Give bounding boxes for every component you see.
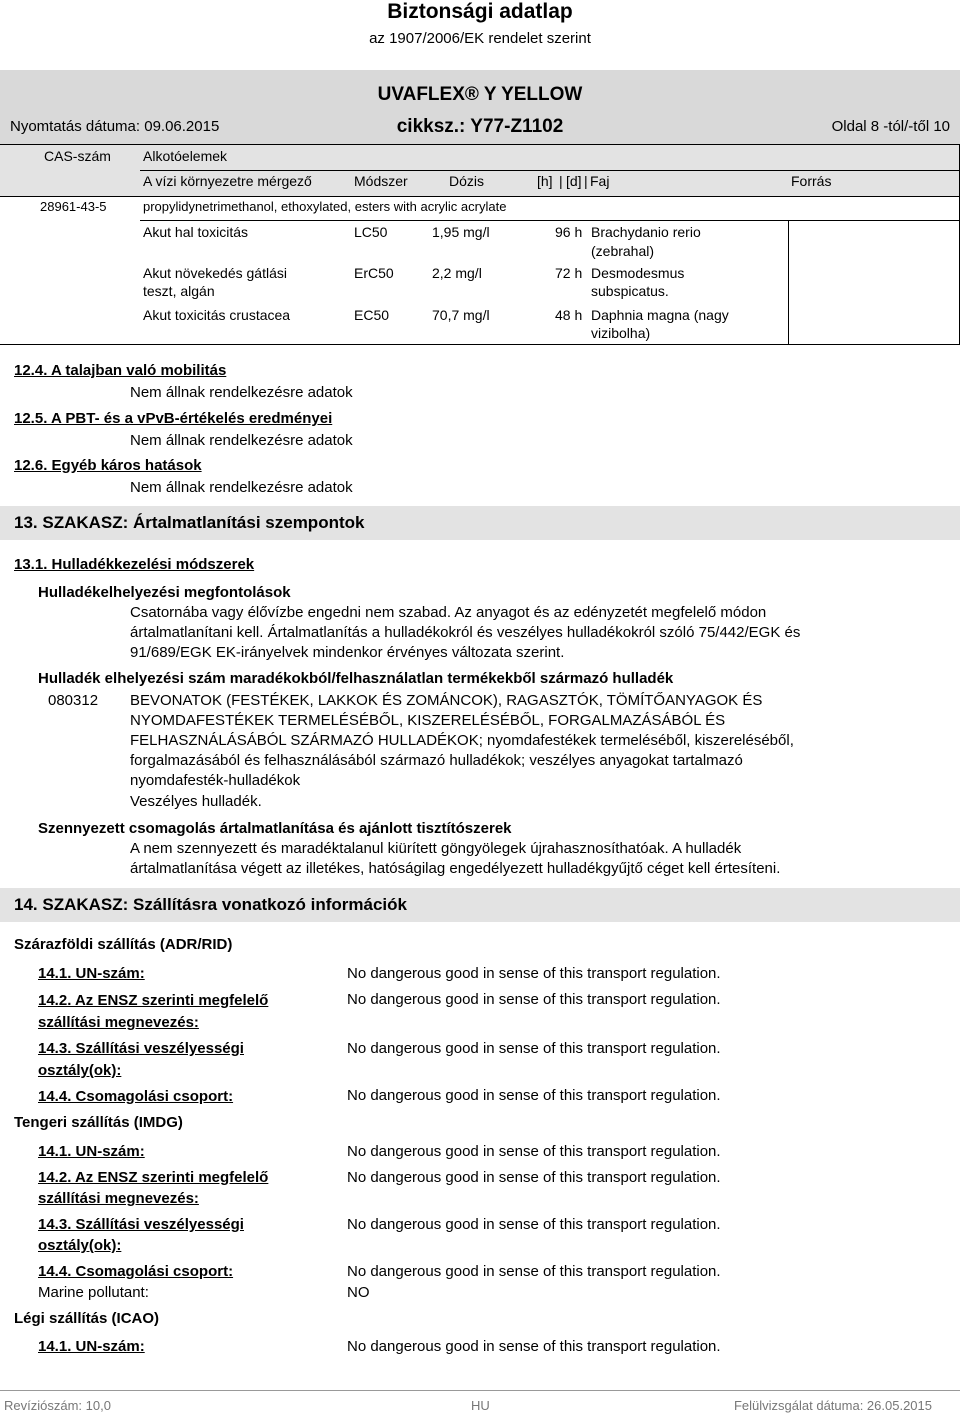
waste-desc-line: Veszélyes hulladék. bbox=[130, 793, 262, 810]
imdg-un-label: 14.1. UN-szám: bbox=[38, 1143, 145, 1160]
species: Daphnia magna (nagy bbox=[591, 307, 729, 323]
header-method: Módszer bbox=[354, 173, 408, 189]
duration: 48 h bbox=[555, 307, 583, 323]
disposal-line: Csatornába vagy élővízbe engedni nem szabad. Az anyagot és az edényzetét megfelelő módon bbox=[130, 604, 767, 621]
test-name-cont: teszt, algán bbox=[143, 283, 215, 299]
text-12-5: Nem állnak rendelkezésre adatok bbox=[130, 432, 353, 449]
header-aquatic: A vízi környezetre mérgező bbox=[143, 173, 312, 189]
packaging-heading: Szennyezett csomagolás ártalmatlanítása és ajánlott tisztítószerek bbox=[38, 820, 512, 837]
dose: 2,2 mg/l bbox=[432, 265, 482, 281]
adr-name-label-cont: szállítási megnevezés: bbox=[38, 1014, 199, 1031]
waste-desc-line: forgalmazásából és felhasználásából származó hulladékok; veszélyes anyagokat tartalmazó bbox=[130, 752, 743, 769]
section-14-title: 14. SZAKASZ: Szállításra vonatkozó információk bbox=[14, 895, 407, 914]
waste-code: 080312 bbox=[48, 692, 99, 709]
icao-un-label: 14.1. UN-szám: bbox=[38, 1338, 145, 1355]
dose: 1,95 mg/l bbox=[432, 224, 490, 240]
section-13-title: 13. SZAKASZ: Ártalmatlanítási szempontok bbox=[14, 513, 365, 532]
item-number: cikksz.: Y77-Z1102 bbox=[396, 116, 564, 137]
adr-name-value: No dangerous good in sense of this transport regulation. bbox=[347, 991, 721, 1008]
dose: 70,7 mg/l bbox=[432, 307, 490, 323]
species-cont: subspicatus. bbox=[591, 283, 669, 299]
text-12-4: Nem állnak rendelkezésre adatok bbox=[130, 384, 353, 401]
species: Desmodesmus bbox=[591, 265, 685, 281]
waste-desc-line: BEVONATOK (FESTÉKEK, LAKKOK ÉS ZOMÁNCOK), RAGASZTÓK, TÖMÍTŐANYAGOK ÉS bbox=[130, 692, 763, 709]
adr-pack-value: No dangerous good in sense of this transport regulation. bbox=[347, 1087, 721, 1104]
header-cas: CAS-szám bbox=[44, 148, 111, 164]
header-hours: [h] bbox=[537, 173, 553, 189]
imdg-name-value: No dangerous good in sense of this transport regulation. bbox=[347, 1169, 721, 1186]
page-number: Oldal 8 -tól/-től 10 bbox=[831, 118, 950, 135]
revision-number: Revíziószám: 10,0 bbox=[4, 1398, 111, 1413]
duration: 72 h bbox=[555, 265, 583, 281]
imdg-class-value: No dangerous good in sense of this transport regulation. bbox=[347, 1216, 721, 1233]
waste-desc-line: nyomdafesték-hulladékok bbox=[130, 772, 301, 789]
heading-13-1: 13.1. Hulladékkezelési módszerek bbox=[14, 556, 255, 573]
document-subtitle: az 1907/2006/EK rendelet szerint bbox=[369, 30, 591, 47]
test-name: Akut hal toxicitás bbox=[143, 224, 249, 240]
species-common: (zebrahal) bbox=[591, 243, 655, 259]
method: ErC50 bbox=[354, 265, 394, 281]
review-date: Felülvizsgálat dátuma: 26.05.2015 bbox=[733, 1398, 932, 1413]
heading-12-6: 12.6. Egyéb káros hatások bbox=[14, 457, 202, 474]
language-code: HU bbox=[471, 1398, 490, 1413]
adr-heading: Szárazföldi szállítás (ADR/RID) bbox=[14, 936, 233, 953]
species: Brachydanio rerio bbox=[591, 224, 701, 240]
packaging-line: A nem szennyezett és maradéktalanul kiürített göngyölegek újrahasznosíthatóak. A hulladék bbox=[130, 840, 742, 857]
heading-12-5: 12.5. A PBT- és a vPvB-értékelés eredményei bbox=[14, 410, 333, 427]
adr-class-label: 14.3. Szállítási veszélyességi bbox=[38, 1040, 244, 1057]
header-days: [d] bbox=[566, 173, 582, 189]
imdg-name-label: 14.2. Az ENSZ szerinti megfelelő bbox=[38, 1169, 269, 1186]
adr-class-label-cont: osztály(ok): bbox=[38, 1062, 122, 1079]
imdg-class-label: 14.3. Szállítási veszélyességi bbox=[38, 1216, 244, 1233]
text-12-6: Nem állnak rendelkezésre adatok bbox=[130, 479, 353, 496]
adr-un-value: No dangerous good in sense of this transport regulation. bbox=[347, 965, 721, 982]
icao-heading: Légi szállítás (ICAO) bbox=[14, 1310, 160, 1327]
imdg-pack-label: 14.4. Csomagolási csoport: bbox=[38, 1263, 234, 1280]
test-name: Akut növekedés gátlási bbox=[143, 265, 287, 281]
test-name: Akut toxicitás crustacea bbox=[143, 307, 291, 323]
marine-pollutant-value: NO bbox=[347, 1284, 370, 1301]
cas-number: 28961-43-5 bbox=[40, 199, 107, 214]
packaging-line: ártalmatlanítása végett az illetékes, hatóságilag engedélyezett hulladékgyűjtő céget kell értesíteni. bbox=[130, 860, 781, 877]
disposal-line: ártalmatlanítani kell. Ártalmatlanítás a hulladékokról és veszélyes hulladékokról szóló 75/442/EGK és bbox=[130, 624, 801, 641]
substance-name: propylidynetrimethanol, ethoxylated, esters with acrylic acrylate bbox=[143, 199, 507, 214]
adr-class-value: No dangerous good in sense of this transport regulation. bbox=[347, 1040, 721, 1057]
header-dose: Dózis bbox=[449, 173, 485, 189]
adr-pack-label: 14.4. Csomagolási csoport: bbox=[38, 1088, 234, 1105]
imdg-name-label-cont: szállítási megnevezés: bbox=[38, 1190, 199, 1207]
heading-12-4: 12.4. A talajban való mobilitás bbox=[14, 362, 227, 379]
method: LC50 bbox=[354, 224, 388, 240]
duration: 96 h bbox=[555, 224, 583, 240]
imdg-pack-value: No dangerous good in sense of this transport regulation. bbox=[347, 1263, 721, 1280]
adr-un-label: 14.1. UN-szám: bbox=[38, 965, 145, 982]
print-date: Nyomtatás dátuma: 09.06.2015 bbox=[10, 118, 220, 135]
footer-divider bbox=[0, 1390, 960, 1391]
imdg-heading: Tengeri szállítás (IMDG) bbox=[14, 1114, 183, 1131]
icao-un-value: No dangerous good in sense of this transport regulation. bbox=[347, 1338, 721, 1355]
marine-pollutant-label: Marine pollutant: bbox=[38, 1284, 149, 1301]
header-components: Alkotóelemek bbox=[143, 148, 228, 164]
species-common: vizibolha) bbox=[591, 325, 651, 341]
header-source: Forrás bbox=[791, 173, 832, 189]
waste-code-heading: Hulladék elhelyezési szám maradékokból/felhasználatlan termékekből származó hulladék bbox=[38, 670, 674, 687]
imdg-un-value: No dangerous good in sense of this transport regulation. bbox=[347, 1143, 721, 1160]
imdg-class-label-cont: osztály(ok): bbox=[38, 1237, 122, 1254]
document-title: Biztonsági adatlap bbox=[387, 0, 573, 23]
method: EC50 bbox=[354, 307, 390, 323]
waste-desc-line: NYOMDAFESTÉKEK TERMELÉSÉBŐL, KISZERELÉSÉBŐL, FORGALMAZÁSÁBÓL ÉS bbox=[130, 712, 726, 729]
disposal-heading: Hulladékelhelyezési megfontolások bbox=[38, 584, 291, 601]
waste-desc-line: FELHASZNÁLÁSÁBÓL SZÁRMAZÓ HULLADÉKOK; nyomdafestékek termeléséből, kiszereléséből, bbox=[130, 732, 794, 749]
header-species: Faj bbox=[590, 173, 610, 189]
disposal-line: 91/689/EGK EK-irányelvek mindenkor érvényes változata szerint. bbox=[130, 644, 565, 661]
product-name: UVAFLEX® Y YELLOW bbox=[377, 84, 583, 105]
adr-name-label: 14.2. Az ENSZ szerinti megfelelő bbox=[38, 992, 269, 1009]
